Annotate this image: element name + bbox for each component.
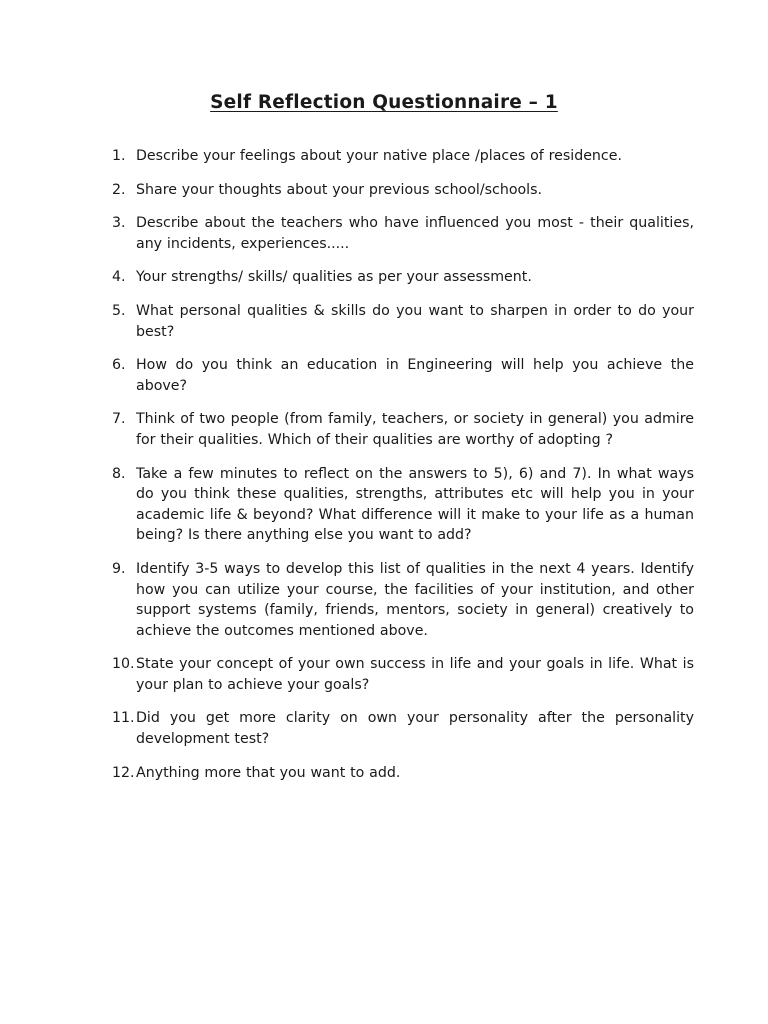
question-number: 9. — [112, 560, 126, 577]
question-item — [112, 146, 694, 167]
question-item — [112, 301, 694, 342]
question-number: 2. — [112, 181, 126, 198]
question-item — [112, 654, 694, 695]
question-text: Share your thoughts about your previous school/schools. — [136, 181, 543, 198]
question-item — [112, 559, 694, 641]
question-item — [112, 409, 694, 450]
question-text: How do you think an education in Engineering will help you achieve the above? — [136, 357, 694, 394]
question-text: Your strengths/ skills/ qualities as per your assessment. — [136, 269, 532, 286]
question-text: What personal qualities & skills do you want to sharpen in order to do your best? — [136, 302, 694, 340]
question-number: 6. — [112, 357, 126, 374]
question-item — [112, 213, 694, 254]
question-number: 8. — [112, 465, 126, 482]
question-number: 11. — [112, 710, 135, 727]
question-number: 4. — [112, 269, 126, 286]
question-number: 5. — [112, 302, 126, 319]
question-text: Anything more that you want to add. — [136, 764, 401, 781]
question-text: Describe your feelings about your native place /places of residence. — [136, 148, 622, 164]
question-number: 3. — [112, 215, 126, 232]
question-text: Identify 3-5 ways to develop this list of qualities in the next 4 years. Identify how you can utilize your course, the facilities of your institution, and other support systems (family, friends, mentors, society in general) creatively to achieve the outcomes mentioned above. — [136, 560, 694, 639]
question-number: 1. — [112, 148, 126, 164]
question-item — [112, 763, 694, 784]
question-item — [112, 464, 694, 546]
question-text: Did you get more clarity on own your personality after the personality development test? — [136, 710, 694, 748]
question-text: Think of two people (from family, teachers, or society in general) you admire for their qualities. Which of their qualities are worthy of adopting ? — [136, 411, 694, 448]
question-item — [112, 267, 694, 288]
question-text: Take a few minutes to reflect on the answers to 5), 6) and 7). In what ways do you think these qualities, strengths, attributes etc will help you in your academic life & beyond? What difference will it make to your life as a human being? Is there anything else you want to add? — [136, 465, 694, 544]
page-title: Self Reflection Questionnaire – 1 — [210, 92, 558, 113]
question-list — [112, 146, 694, 796]
question-number: 12. — [112, 764, 135, 781]
question-item — [112, 180, 694, 201]
question-number: 7. — [112, 411, 126, 428]
question-text: Describe about the teachers who have influenced you most - their qualities, any incidents, experiences..... — [136, 215, 694, 252]
question-item — [112, 355, 694, 396]
question-item — [112, 708, 694, 749]
question-number: 10. — [112, 656, 135, 673]
question-text: State your concept of your own success in life and your goals in life. What is your plan to achieve your goals? — [136, 656, 694, 693]
